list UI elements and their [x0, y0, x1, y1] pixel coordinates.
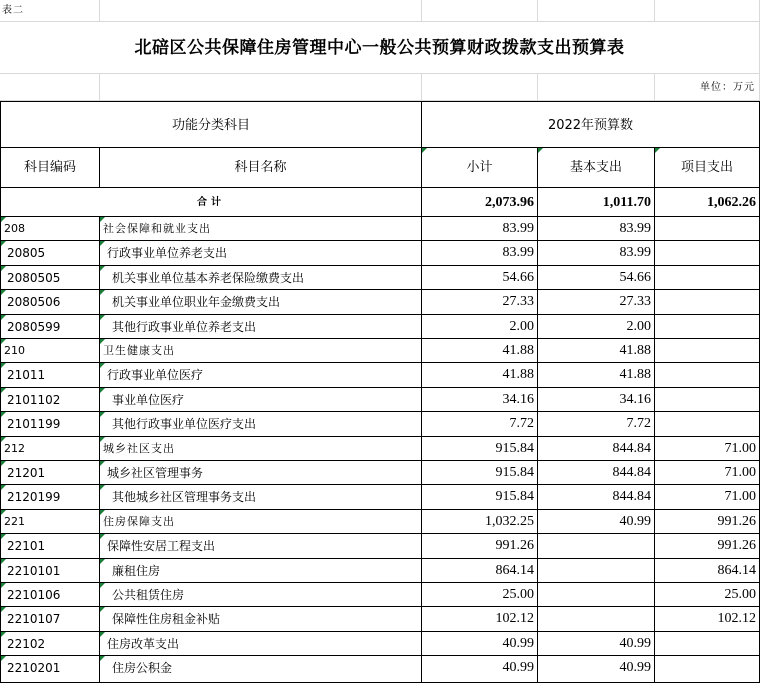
row-name-cell	[100, 510, 422, 534]
row-subtotal: 2.00	[509, 318, 534, 334]
row-code: 2120199	[7, 490, 61, 505]
row-name-cell	[100, 315, 422, 339]
row-subtotal: 915.84	[495, 465, 534, 480]
row-name: 城乡社区支出	[103, 441, 175, 455]
row-name: 保障性住房租金补贴	[112, 612, 221, 627]
row-name: 行政事业单位养老支出	[107, 246, 228, 261]
row-name: 事业单位医疗	[112, 392, 185, 407]
row-name: 住房改革支出	[107, 636, 180, 651]
row-name: 廉租住房	[112, 563, 161, 578]
row-basic: 40.99	[619, 513, 651, 529]
row-code: 210	[4, 344, 25, 357]
row-basic-cell	[538, 241, 655, 265]
cell-marker-icon	[100, 241, 105, 246]
cell-marker-icon	[1, 534, 6, 539]
row-basic-cell	[538, 315, 655, 339]
row-subtotal-cell	[422, 656, 538, 682]
row-basic-cell	[538, 485, 655, 509]
row-subtotal-cell	[422, 607, 538, 631]
row-project-cell	[655, 583, 760, 607]
cell-marker-icon	[100, 412, 105, 417]
row-subtotal: 41.88	[502, 343, 534, 358]
empty-cell	[655, 0, 760, 22]
cell-marker-icon	[100, 217, 105, 222]
row-name: 行政事业单位医疗	[107, 368, 204, 383]
row-basic: 844.84	[612, 489, 651, 505]
header-code: 科目编码	[0, 148, 100, 188]
row-basic-cell	[538, 510, 655, 534]
row-name: 机关事业单位职业年金缴费支出	[112, 295, 281, 310]
row-project-cell	[655, 388, 760, 412]
row-subtotal: 102.12	[495, 611, 534, 627]
cell-marker-icon	[422, 148, 427, 153]
row-name: 其他城乡社区管理事务支出	[112, 490, 257, 505]
row-project-cell	[655, 461, 760, 485]
header-subtotal: 小计	[422, 148, 538, 188]
cell-marker-icon	[100, 510, 105, 515]
row-project-cell	[655, 656, 760, 682]
empty-cell	[422, 0, 538, 22]
row-code: 21201	[7, 466, 46, 480]
row-name: 机关事业单位基本养老保险缴费支出	[112, 270, 305, 285]
row-subtotal-cell	[422, 583, 538, 607]
row-basic-cell	[538, 290, 655, 314]
row-name-cell	[100, 583, 422, 607]
row-subtotal-cell	[422, 559, 538, 583]
row-code: 2080505	[7, 270, 61, 285]
row-subtotal: 40.99	[502, 635, 534, 651]
row-code-cell	[0, 583, 100, 607]
row-project-cell	[655, 437, 760, 461]
cell-marker-icon	[1, 388, 6, 393]
cell-marker-icon	[100, 388, 105, 393]
row-basic: 844.84	[612, 465, 651, 480]
row-project: 991.26	[717, 538, 756, 554]
row-name-cell	[100, 437, 422, 461]
cell-marker-icon	[100, 583, 105, 588]
row-code: 2080599	[7, 319, 61, 334]
row-code: 2080506	[7, 295, 61, 310]
row-basic-cell	[538, 412, 655, 436]
row-basic-cell	[538, 607, 655, 631]
row-basic: 40.99	[619, 635, 651, 651]
cell-marker-icon	[100, 656, 105, 661]
row-code-cell	[0, 510, 100, 534]
cell-marker-icon	[100, 534, 105, 539]
row-subtotal-cell	[422, 437, 538, 461]
total-subtotal: 2,073.96	[422, 188, 538, 217]
row-subtotal-cell	[422, 217, 538, 241]
sheet-label: 表二	[0, 0, 100, 22]
row-project-cell	[655, 485, 760, 509]
row-basic-cell	[538, 363, 655, 387]
cell-marker-icon	[100, 290, 105, 295]
row-code: 21011	[7, 368, 46, 383]
cell-marker-icon	[100, 632, 105, 637]
row-project-cell	[655, 412, 760, 436]
cell-marker-icon	[1, 607, 6, 612]
row-project-cell	[655, 315, 760, 339]
row-subtotal-cell	[422, 388, 538, 412]
row-code-cell	[0, 485, 100, 509]
row-name-cell	[100, 412, 422, 436]
row-basic-cell	[538, 266, 655, 290]
row-code: 208	[4, 222, 25, 235]
row-subtotal: 7.72	[509, 416, 534, 432]
cell-marker-icon	[655, 148, 660, 153]
row-subtotal: 54.66	[502, 269, 534, 285]
row-name-cell	[100, 290, 422, 314]
row-basic-cell	[538, 461, 655, 485]
row-basic-cell	[538, 656, 655, 682]
page-title: 北碚区公共保障住房管理中心一般公共预算财政拨款支出预算表	[0, 22, 760, 74]
cell-marker-icon	[1, 461, 6, 466]
row-code: 212	[4, 441, 25, 455]
row-project-cell	[655, 559, 760, 583]
row-subtotal-cell	[422, 241, 538, 265]
row-name-cell	[100, 339, 422, 363]
row-name-cell	[100, 559, 422, 583]
row-subtotal-cell	[422, 510, 538, 534]
row-subtotal-cell	[422, 485, 538, 509]
row-basic: 844.84	[612, 440, 651, 456]
row-name: 城乡社区管理事务	[107, 466, 204, 480]
cell-marker-icon	[100, 339, 105, 344]
cell-marker-icon	[100, 607, 105, 612]
row-subtotal: 83.99	[502, 221, 534, 236]
row-name-cell	[100, 656, 422, 682]
row-name-cell	[100, 632, 422, 656]
empty-cell	[100, 74, 422, 101]
row-code-cell	[0, 290, 100, 314]
row-name-cell	[100, 485, 422, 509]
row-code-cell	[0, 363, 100, 387]
unit-label: 单位：万元	[655, 74, 760, 101]
row-basic: 40.99	[619, 660, 651, 676]
row-name-cell	[100, 217, 422, 241]
header-functional: 功能分类科目	[0, 101, 422, 148]
row-subtotal: 41.88	[502, 367, 534, 383]
row-basic-cell	[538, 388, 655, 412]
row-basic: 2.00	[626, 318, 651, 334]
row-project-cell	[655, 534, 760, 558]
cell-marker-icon	[100, 559, 105, 564]
cell-marker-icon	[1, 559, 6, 564]
row-basic-cell	[538, 583, 655, 607]
row-code-cell	[0, 607, 100, 631]
cell-marker-icon	[1, 363, 6, 368]
row-subtotal-cell	[422, 632, 538, 656]
row-name: 住房保障支出	[103, 514, 175, 528]
header-name: 科目名称	[100, 148, 422, 188]
row-project-cell	[655, 510, 760, 534]
row-project: 25.00	[724, 587, 756, 602]
row-code: 22102	[7, 636, 46, 651]
row-code: 20805	[7, 246, 46, 261]
row-name-cell	[100, 241, 422, 265]
cell-marker-icon	[100, 363, 105, 368]
cell-marker-icon	[1, 217, 6, 222]
row-subtotal: 34.16	[502, 391, 534, 407]
row-name: 其他行政事业单位养老支出	[112, 319, 257, 334]
row-code-cell	[0, 241, 100, 265]
row-code-cell	[0, 461, 100, 485]
row-subtotal: 915.84	[495, 489, 534, 505]
cell-marker-icon	[1, 412, 6, 417]
row-project: 864.14	[717, 562, 756, 578]
row-name-cell	[100, 461, 422, 485]
row-project-cell	[655, 266, 760, 290]
empty-cell	[100, 0, 422, 22]
row-name: 住房公积金	[112, 661, 173, 676]
row-subtotal-cell	[422, 461, 538, 485]
cell-marker-icon	[1, 315, 6, 320]
header-project: 项目支出	[655, 148, 760, 188]
row-name-cell	[100, 266, 422, 290]
row-name: 保障性安居工程支出	[107, 539, 216, 554]
row-basic: 54.66	[619, 269, 651, 285]
cell-marker-icon	[1, 266, 6, 271]
cell-marker-icon	[1, 583, 6, 588]
row-subtotal: 27.33	[502, 294, 534, 310]
row-basic-cell	[538, 217, 655, 241]
row-name: 公共租赁住房	[112, 588, 185, 602]
row-subtotal-cell	[422, 339, 538, 363]
row-basic-cell	[538, 632, 655, 656]
total-project: 1,062.26	[655, 188, 760, 217]
row-basic: 7.72	[626, 416, 651, 432]
row-basic: 34.16	[619, 391, 651, 407]
row-basic: 27.33	[619, 294, 651, 310]
row-subtotal: 25.00	[502, 587, 534, 602]
row-basic-cell	[538, 437, 655, 461]
row-project-cell	[655, 607, 760, 631]
row-subtotal-cell	[422, 534, 538, 558]
row-subtotal-cell	[422, 266, 538, 290]
row-subtotal: 915.84	[495, 440, 534, 456]
row-code-cell	[0, 437, 100, 461]
row-code-cell	[0, 656, 100, 682]
row-name: 社会保障和就业支出	[103, 222, 211, 235]
row-code-cell	[0, 534, 100, 558]
cell-marker-icon	[100, 485, 105, 490]
row-subtotal: 864.14	[495, 562, 534, 578]
row-project-cell	[655, 290, 760, 314]
row-name: 其他行政事业单位医疗支出	[112, 417, 257, 432]
row-code-cell	[0, 266, 100, 290]
empty-cell	[538, 74, 655, 101]
row-code-cell	[0, 217, 100, 241]
row-subtotal-cell	[422, 315, 538, 339]
cell-marker-icon	[1, 339, 6, 344]
row-project-cell	[655, 339, 760, 363]
row-subtotal-cell	[422, 363, 538, 387]
cell-marker-icon	[100, 266, 105, 271]
empty-cell	[422, 74, 538, 101]
row-code-cell	[0, 412, 100, 436]
row-project: 71.00	[724, 465, 756, 480]
row-subtotal: 1,032.25	[485, 513, 534, 529]
row-name-cell	[100, 607, 422, 631]
empty-cell	[538, 0, 655, 22]
row-code: 2210107	[7, 612, 61, 627]
row-code-cell	[0, 632, 100, 656]
cell-marker-icon	[538, 148, 543, 153]
row-project-cell	[655, 632, 760, 656]
row-subtotal-cell	[422, 290, 538, 314]
empty-cell	[0, 74, 100, 101]
row-code: 221	[4, 514, 25, 528]
row-name-cell	[100, 388, 422, 412]
row-code-cell	[0, 339, 100, 363]
row-code: 2210201	[7, 661, 61, 676]
row-subtotal-cell	[422, 412, 538, 436]
row-basic-cell	[538, 339, 655, 363]
cell-marker-icon	[1, 632, 6, 637]
row-basic: 83.99	[619, 245, 651, 261]
row-code-cell	[0, 315, 100, 339]
row-subtotal: 991.26	[495, 538, 534, 554]
cell-marker-icon	[1, 437, 6, 442]
row-basic-cell	[538, 534, 655, 558]
row-subtotal: 83.99	[502, 245, 534, 261]
total-basic: 1,011.70	[538, 188, 655, 217]
cell-marker-icon	[1, 290, 6, 295]
row-code: 2210106	[7, 588, 61, 602]
total-label: 合计	[0, 188, 422, 217]
row-name-cell	[100, 534, 422, 558]
cell-marker-icon	[1, 510, 6, 515]
header-basic: 基本支出	[538, 148, 655, 188]
row-subtotal: 40.99	[502, 660, 534, 676]
row-project: 71.00	[724, 440, 756, 456]
row-project: 71.00	[724, 489, 756, 505]
row-basic: 41.88	[619, 367, 651, 383]
cell-marker-icon	[100, 461, 105, 466]
row-basic-cell	[538, 559, 655, 583]
row-code: 2210101	[7, 563, 61, 578]
cell-marker-icon	[1, 241, 6, 246]
row-project: 991.26	[717, 513, 756, 529]
row-name-cell	[100, 363, 422, 387]
cell-marker-icon	[1, 656, 6, 661]
row-project-cell	[655, 241, 760, 265]
cell-marker-icon	[100, 437, 105, 442]
row-basic: 83.99	[619, 221, 651, 236]
row-code-cell	[0, 388, 100, 412]
row-project-cell	[655, 217, 760, 241]
row-project: 102.12	[717, 611, 756, 627]
row-code-cell	[0, 559, 100, 583]
header-budget-year: 2022年预算数	[422, 101, 760, 148]
cell-marker-icon	[1, 485, 6, 490]
cell-marker-icon	[100, 315, 105, 320]
row-code: 2101199	[7, 417, 61, 432]
row-code: 22101	[7, 539, 46, 554]
row-basic: 41.88	[619, 343, 651, 358]
row-name: 卫生健康支出	[103, 344, 175, 357]
row-project-cell	[655, 363, 760, 387]
row-code: 2101102	[7, 392, 61, 407]
